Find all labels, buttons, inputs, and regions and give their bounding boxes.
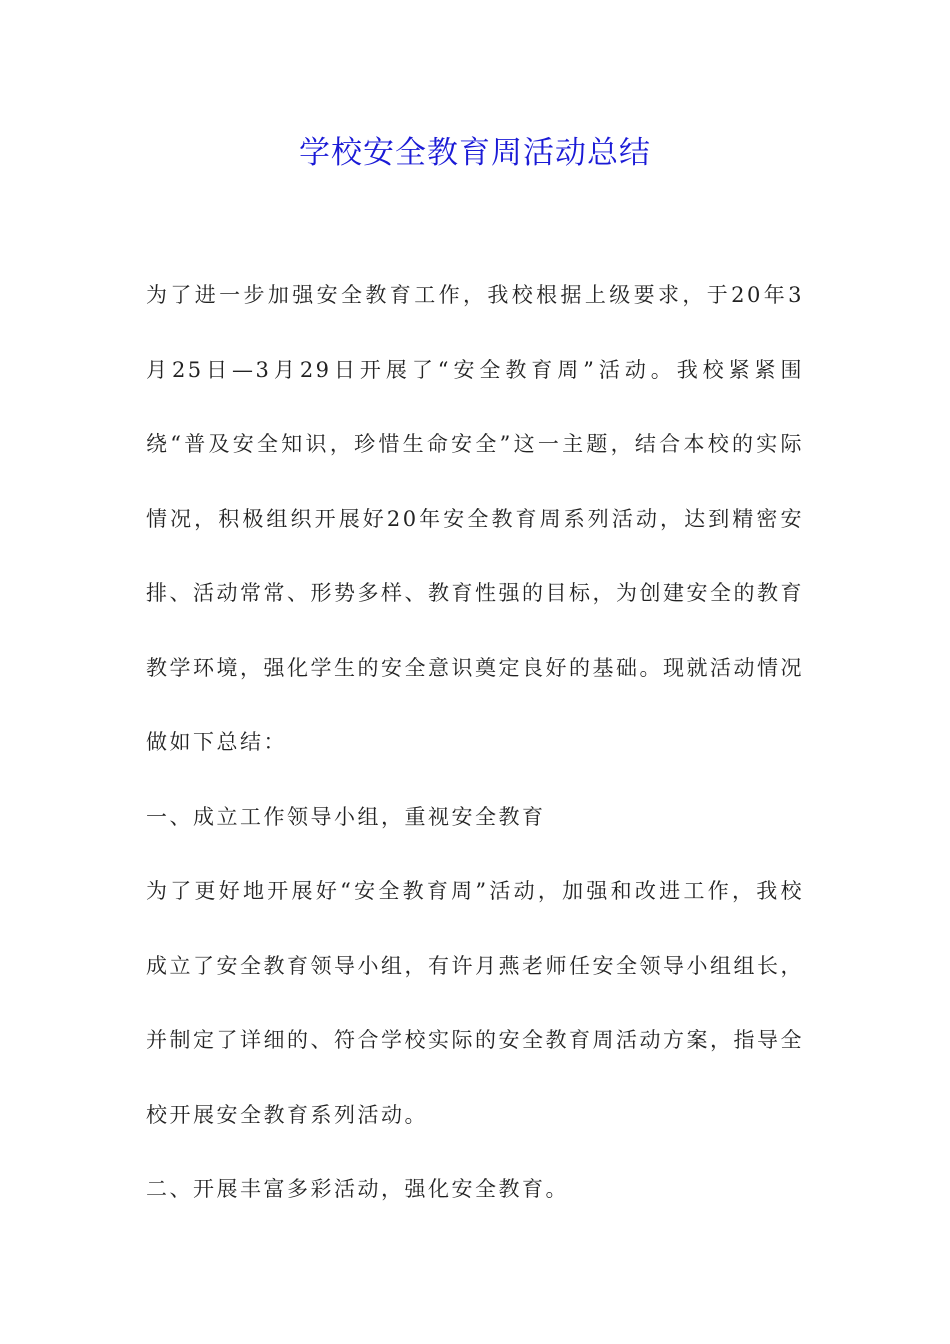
document-body (146, 258, 804, 1227)
section-heading-1: 一、成立工作领导小组，重视安全教育 (146, 804, 546, 829)
paragraph-intro: 为了进一步加强安全教育工作，我校根据上级要求，于20年3月25日—3月29日开展了“安全教育周”活动。我校紧紧围绕“普及安全知识，珍惜生命安全”这一主题，结合本校的实际情况，积极组织开展好20年安全教育周系列活动，达到精密安排、活动常常、形势多样、教育性强的目标，为创建安全的教育教学环境，强化学生的安全意识奠定良好的基础。现就活动情况做如下总结： (146, 283, 804, 754)
section-heading-2: 二、开展丰富多彩活动，强化安全教育。 (146, 1177, 569, 1201)
paragraph-section-1: 为了更好地开展好“安全教育周”活动，加强和改进工作，我校成立了安全教育领导小组，有许月燕老师任安全领导小组组长，并制定了详细的、符合学校实际的安全教育周活动方案，指导全校开展安全教育系列活动。 (146, 879, 804, 1127)
document-title: 学校安全教育周活动总结 (299, 135, 651, 171)
